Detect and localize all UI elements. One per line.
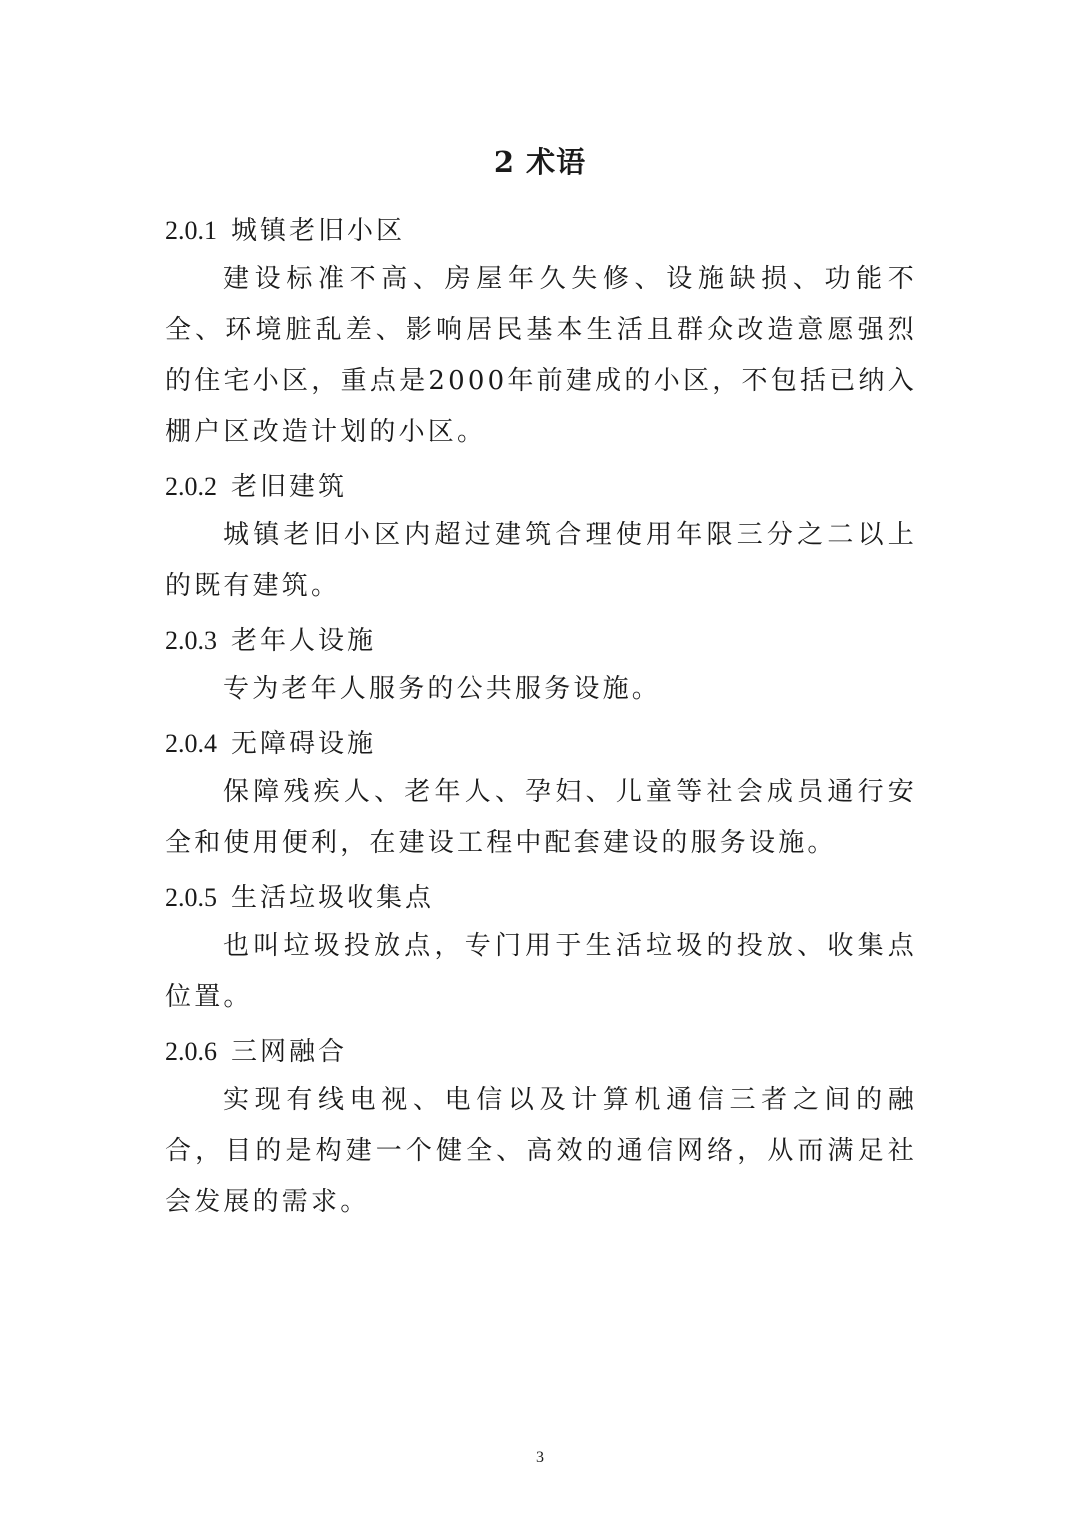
term-number: 2.0.6: [165, 1037, 217, 1066]
term-number: 2.0.1: [165, 216, 217, 245]
term-name: 三网融合: [231, 1037, 348, 1067]
term-heading: [165, 464, 917, 510]
term-heading: [165, 1029, 917, 1075]
term-name: 老旧建筑: [231, 472, 348, 502]
term-name: 生活垃圾收集点: [231, 883, 435, 913]
term-number: 2.0.2: [165, 472, 217, 501]
terms-list: [165, 208, 917, 1234]
term-definition: 专为老年人服务的公共服务设施。: [223, 674, 662, 704]
page-number: 3: [536, 1449, 544, 1466]
term-heading: [165, 618, 917, 664]
term-definition: 建设标准不高、房屋年久失修、设施缺损、功能不全、环境脏乱差、影响居民基本生活且群众改造意愿强烈的住宅小区，重点是2000年前建成的小区，不包括已纳入棚户区改造计划的小区。: [165, 264, 917, 447]
term-item: [165, 208, 917, 458]
term-item: [165, 875, 917, 1023]
term-heading: [165, 875, 917, 921]
term-heading: [165, 721, 917, 767]
term-number: 2.0.3: [165, 626, 217, 655]
term-number: 2.0.5: [165, 883, 217, 912]
term-definition: 实现有线电视、电信以及计算机通信三者之间的融合，目的是构建一个健全、高效的通信网络，从而满足社会发展的需求。: [165, 1085, 917, 1217]
term-definition: 也叫垃圾投放点，专门用于生活垃圾的投放、收集点位置。: [165, 931, 917, 1012]
term-item: [165, 721, 917, 869]
term-heading: [165, 208, 917, 254]
term-name: 老年人设施: [231, 626, 377, 656]
term-number: 2.0.4: [165, 729, 217, 758]
term-item: [165, 618, 917, 715]
term-item: [165, 1029, 917, 1228]
term-definition: 城镇老旧小区内超过建筑合理使用年限三分之二以上的既有建筑。: [165, 520, 917, 601]
term-name: 城镇老旧小区: [231, 216, 406, 246]
term-item: [165, 464, 917, 612]
term-definition: 保障残疾人、老年人、孕妇、儿童等社会成员通行安全和使用便利，在建设工程中配套建设的服务设施。: [165, 777, 917, 858]
section-title: 2 术语: [493, 145, 587, 179]
term-name: 无障碍设施: [231, 729, 377, 759]
